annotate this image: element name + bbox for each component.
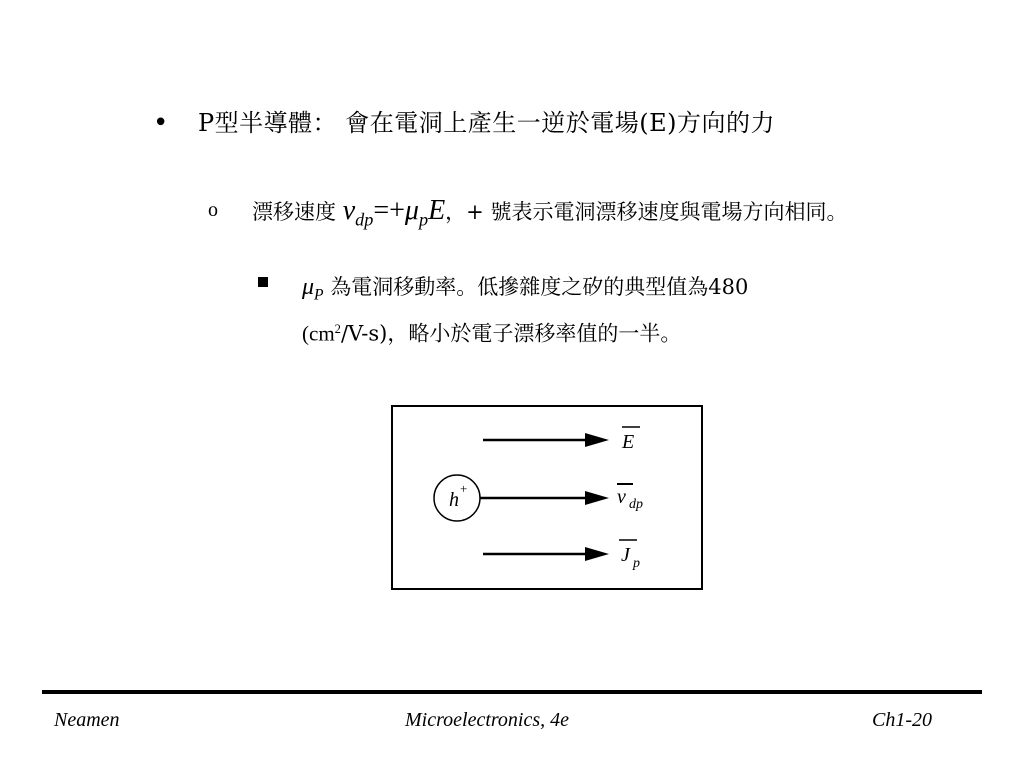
- drift-diagram: [391, 405, 703, 590]
- arrow-j-head: [585, 547, 609, 561]
- hole-label: h: [449, 489, 459, 511]
- sub-bullet-suffix: ，+ 號表示電洞漂移速度與電場方向相同。: [445, 200, 848, 224]
- formula-v: v: [342, 195, 356, 226]
- footer-author: Neamen: [54, 709, 120, 731]
- formula-e: E: [428, 195, 446, 226]
- label-j: J: [621, 544, 630, 566]
- mobility-superscript: 2: [334, 322, 341, 337]
- mobility-symbol: [302, 274, 324, 304]
- mobility-text-c: /V-s)，略小於電子漂移率值的一半。: [340, 322, 682, 346]
- formula-mu: μ: [404, 195, 419, 226]
- mobility-subscript: P: [314, 286, 324, 304]
- formula-equals: =+: [373, 195, 405, 226]
- square-bullet-icon: [258, 277, 268, 287]
- bullet-dot: •: [153, 108, 169, 138]
- hole-charge: +: [460, 481, 468, 496]
- formula: [342, 195, 446, 230]
- formula-v-subscript: dp: [355, 209, 374, 230]
- main-bullet-text: P型半導體： 會在電洞上產生一逆於電場(E)方向的力: [198, 109, 776, 137]
- mobility-text-b: (cm: [302, 322, 335, 346]
- label-v: v: [617, 486, 626, 508]
- footer-page-number: Ch1-20: [872, 709, 932, 731]
- drift-diagram-svg: [393, 407, 701, 588]
- arrow-v-head: [585, 491, 609, 505]
- mobility-mu: μ: [302, 274, 315, 300]
- sub-bullet-marker: o: [208, 199, 218, 221]
- formula-mu-subscript: p: [418, 209, 429, 230]
- label-v-subscript: dp: [629, 497, 643, 512]
- sub-bullet-prefix: 漂移速度: [252, 200, 336, 224]
- mobility-text-a: 為電洞移動率。低摻雜度之矽的典型值為480: [323, 275, 749, 299]
- label-j-subscript: p: [633, 556, 640, 571]
- arrow-e-head: [585, 433, 609, 447]
- label-e: E: [622, 431, 635, 453]
- footer-book-title: Microelectronics, 4e: [405, 709, 570, 731]
- footer-divider: [42, 690, 982, 694]
- sub-bullet-text: [252, 194, 972, 236]
- sub-sub-bullet-text: [302, 270, 942, 351]
